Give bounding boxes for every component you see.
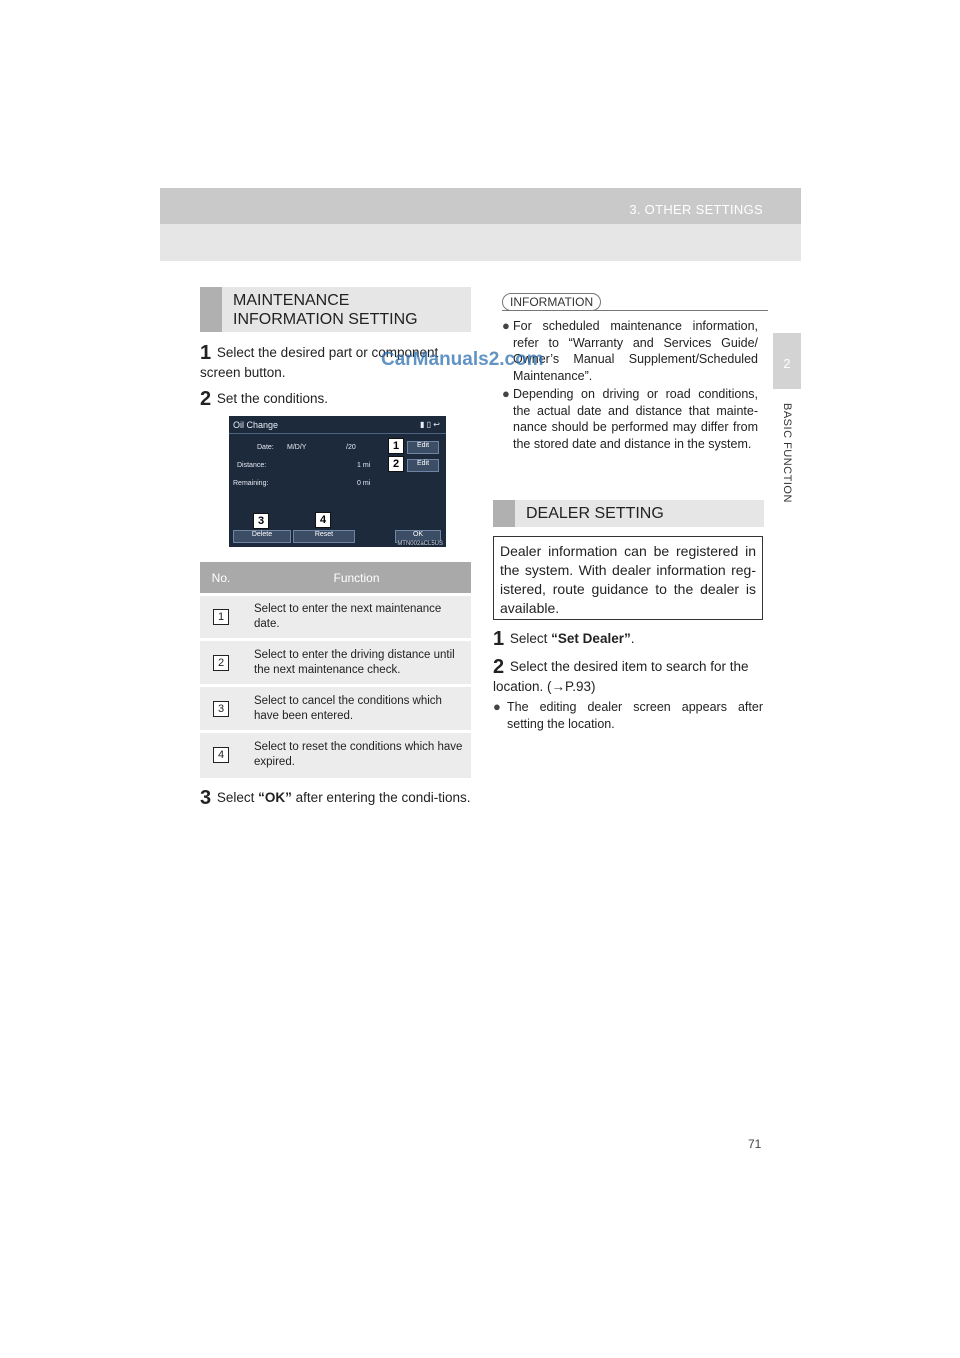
heading-bar [200, 287, 222, 332]
chapter-title [775, 403, 799, 523]
bullet-icon: ● [502, 318, 510, 333]
row-number: 1 [213, 609, 229, 625]
dealer-heading-text: DEALER SETTING [526, 505, 664, 522]
bullet-icon: ● [502, 386, 510, 401]
row-number: 2 [213, 655, 229, 671]
step-text: Select the desired part or component screen button. [200, 345, 439, 380]
step-text: Set the conditions. [216, 391, 328, 406]
edit-date-button[interactable]: Edit [407, 441, 439, 454]
step-text-pre: Select [216, 790, 259, 805]
distance-value: 1 mi [357, 462, 371, 469]
information-label: INFORMATION [502, 293, 601, 311]
row-number: 3 [213, 701, 229, 717]
callout-2: 2 [388, 456, 404, 472]
dealer-note-text: The editing dealer screen appears after setting the location. [507, 700, 763, 731]
distance-label: Distance: [237, 462, 267, 469]
maintenance-step-3 [200, 788, 471, 808]
bullet-icon: ● [493, 699, 501, 714]
step-text-bold: “OK” [258, 790, 292, 805]
date-format: M/D/Y [287, 444, 307, 451]
row-description: Select to cancel the conditions which have been entered. [242, 686, 471, 732]
header-sub-band [160, 224, 801, 261]
edit-distance-button[interactable]: Edit [407, 459, 439, 472]
info-bullet-2 [502, 386, 758, 452]
step-text-post: after entering the condi-tions. [291, 790, 471, 805]
maintenance-step-2 [200, 389, 471, 409]
chapter-title-text: BASIC FUNCTION [781, 403, 793, 503]
date-value: /20 [346, 444, 356, 451]
step-text: Select the desired item to search for the location. (→P.93) [493, 659, 749, 694]
image-code: MTN002aCL5US [397, 541, 443, 547]
screen-divider [229, 433, 446, 434]
dealer-intro-box: Dealer information can be registered in the system. With dealer information reg-istered, route guidance to the dealer is available. [493, 536, 763, 620]
maintenance-heading [200, 287, 471, 332]
maintenance-heading-line2: INFORMATION SETTING [233, 311, 418, 328]
section-header: 3. OTHER SETTINGS [629, 202, 763, 217]
oil-change-screenshot [229, 416, 446, 547]
table-row [200, 640, 471, 686]
status-icons: ▮ ▯ ↩ [420, 420, 440, 429]
col-no: No. [200, 562, 242, 595]
callout-3: 3 [253, 513, 269, 529]
step-number: 1 [493, 628, 505, 650]
ok-button[interactable]: OK [395, 530, 441, 543]
step-number: 3 [200, 787, 212, 809]
bullet-text: Depending on driving or road conditions, the actual date and distance that mainte-nance should be performed may differ from the stored date and distance in the system. [513, 387, 758, 451]
table-row [200, 732, 471, 778]
reset-button[interactable]: Reset [293, 530, 355, 543]
step-text-pre: Select [509, 631, 552, 646]
callout-1: 1 [388, 438, 404, 454]
bullet-text: For scheduled maintenance information, refer to “Warranty and Services Guide/ Owner’s Manual Supplement/Scheduled Maintenance”. [513, 319, 758, 383]
dealer-step-2 [493, 657, 764, 696]
function-table [200, 562, 471, 778]
step-text-post: . [630, 631, 635, 646]
delete-button[interactable]: Delete [233, 530, 291, 543]
chapter-number: 2 [783, 356, 791, 371]
table-row [200, 686, 471, 732]
row-number: 4 [213, 747, 229, 763]
row-description: Select to enter the next maintenance date. [242, 595, 471, 640]
page-number: 71 [748, 1137, 762, 1151]
screen-title: Oil Change [233, 420, 279, 430]
step-number: 1 [200, 342, 212, 364]
watermark: CarManuals2.com [381, 349, 544, 370]
step-text-bold: “Set Dealer” [551, 631, 631, 646]
maintenance-heading-line1: MAINTENANCE [233, 292, 350, 309]
dealer-step-1 [493, 629, 764, 649]
date-label: Date: [257, 444, 274, 451]
dealer-heading [493, 500, 764, 527]
col-function: Function [242, 562, 471, 595]
dealer-note [493, 699, 763, 732]
callout-4: 4 [315, 512, 331, 528]
heading-bar [493, 500, 515, 527]
table-header [200, 562, 471, 595]
step-number: 2 [200, 388, 212, 410]
remaining-value: 0 mi [357, 480, 371, 487]
row-description: Select to reset the conditions which have expired. [242, 732, 471, 778]
remaining-label: Remaining: [233, 480, 269, 487]
step-number: 2 [493, 656, 505, 678]
row-description: Select to enter the driving distance until the next maintenance check. [242, 640, 471, 686]
table-row [200, 595, 471, 640]
